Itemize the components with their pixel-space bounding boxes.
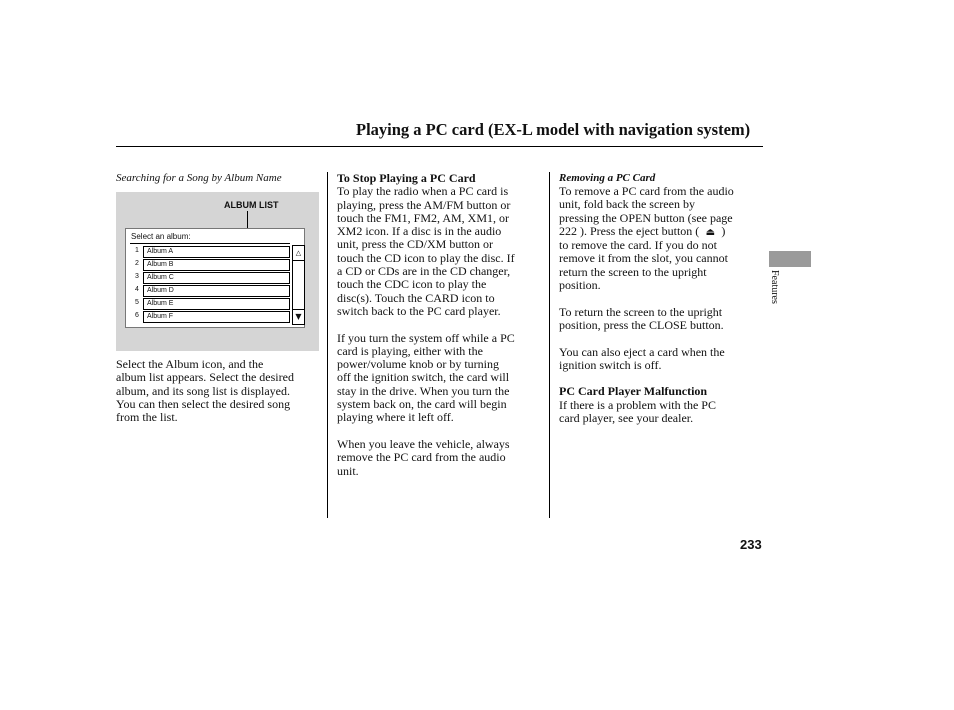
list-item-number: 6 — [135, 312, 139, 319]
album-item-label: Album C — [147, 274, 174, 281]
album-item-label: Album B — [147, 261, 174, 268]
stop-playing-heading: To Stop Playing a PC Card — [337, 171, 476, 185]
album-item-button[interactable] — [143, 246, 290, 258]
stop-playing-para-3: When you leave the vehicle, always remove the PC card from the audio unit. — [337, 436, 510, 478]
eject-icon: ⏏ — [705, 226, 716, 238]
column-divider — [549, 172, 550, 518]
stop-playing-para-2: If you turn the system off while a PC card is playing, either with the power/volume knob or by turning off the ignition switch, the card will stay in the drive. When you turn the system back on, the card will begin playing where it left off. — [337, 330, 515, 425]
list-item-number: 2 — [135, 260, 139, 267]
album-item-button[interactable] — [143, 298, 290, 310]
removing-card-text-after: ) to remove the card. If you do not remove it from the slot, you cannot return the screen to the upright position. — [559, 223, 728, 293]
malfunction-para: If there is a problem with the PC card player, see your dealer. — [559, 397, 716, 426]
removing-card-caption: Removing a PC Card — [559, 172, 656, 184]
album-item-button[interactable] — [143, 259, 290, 271]
stop-playing-para-1: To play the radio when a PC card is playing, press the AM/FM button or touch the FM1, FM2, AM, XM1, or XM2 icon. If a disc is in the audio unit, press the CD/XM button or touch the CD icon to play the disc. If a CD or CDs are in the CD changer, touch the CDC icon to play the disc(s). Touch the CARD icon to switch back to the PC card player. — [337, 184, 515, 318]
middle-column — [337, 172, 543, 478]
right-column — [559, 185, 765, 425]
album-list-figure — [116, 192, 319, 351]
title-rule — [116, 146, 763, 147]
album-item-label: Album D — [147, 287, 174, 294]
album-item-label: Album E — [147, 300, 174, 307]
list-item-number: 3 — [135, 273, 139, 280]
column-divider — [327, 172, 328, 518]
removing-card-text-before: To remove a PC card from the audio unit, fold back the screen by pressing the OPEN button (see page 222 ). Press the eject button ( — [559, 184, 734, 238]
malfunction-heading: PC Card Player Malfunction — [559, 384, 708, 399]
scrollbar[interactable] — [292, 245, 305, 325]
figure-caption: Searching for a Song by Album Name — [116, 172, 282, 184]
screen-title: Select an album: — [131, 232, 191, 241]
page-title: Playing a PC card (EX-L model with navigation system) — [356, 120, 751, 139]
album-list-screen — [125, 228, 305, 328]
figure-label: ALBUM LIST — [224, 200, 279, 210]
screen-title-underline — [130, 243, 290, 244]
scroll-down-icon[interactable]: ▼ — [293, 309, 304, 324]
album-item-button[interactable] — [143, 272, 290, 284]
scroll-up-icon[interactable]: △ — [293, 246, 304, 261]
album-item-button[interactable] — [143, 285, 290, 297]
list-item-number: 4 — [135, 286, 139, 293]
removing-card-para-2: To return the screen to the upright position, press the CLOSE button. — [559, 304, 724, 332]
list-item-number: 5 — [135, 299, 139, 306]
list-item-number: 1 — [135, 247, 139, 254]
left-body-text: Select the Album icon, and the album list appears. Select the desired album, and its song list is displayed. You can then select the desired song from the list. — [116, 357, 294, 425]
album-item-label: Album A — [147, 248, 174, 255]
removing-card-para-1 — [559, 185, 765, 292]
page-number: 233 — [740, 537, 762, 552]
removing-card-para-3: You can also eject a card when the ignition switch is off. — [559, 344, 725, 372]
section-tab-label — [768, 270, 782, 320]
section-tab-text: Features — [769, 270, 780, 304]
album-item-button[interactable] — [143, 311, 290, 323]
album-item-label: Album F — [147, 313, 174, 320]
section-tab — [769, 251, 811, 267]
